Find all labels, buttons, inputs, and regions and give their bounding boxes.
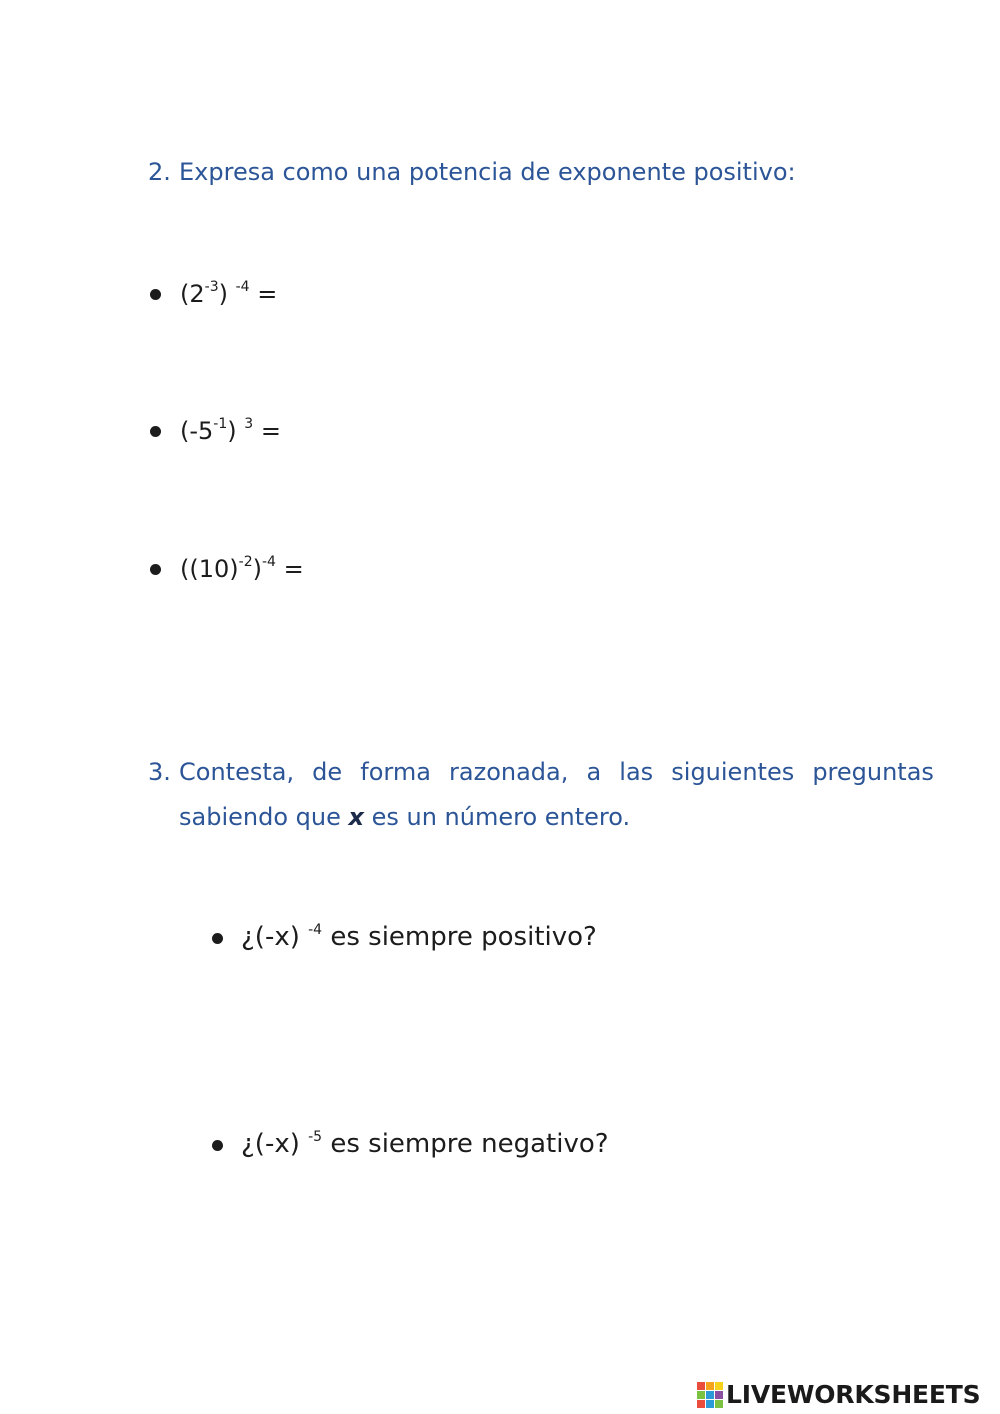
expr-close: ) (218, 280, 236, 308)
logo-square (706, 1382, 714, 1390)
expr-equals: = (275, 555, 304, 583)
question-3-heading (148, 758, 934, 786)
expr-equals: = (253, 417, 281, 445)
bullet-icon (150, 426, 161, 437)
expr-exponent: -4 (308, 922, 323, 938)
logo-square (715, 1400, 723, 1408)
logo-square (697, 1391, 705, 1399)
question-3-line-2: sabiendo que x es un número entero. (179, 803, 631, 831)
question-item-2: ¿(-x) $^{-5}$ es siempre negativo? (241, 1129, 609, 1159)
expr-inner-exponent: -2 (238, 554, 253, 570)
bullet-icon (150, 564, 161, 575)
expression-item-3 (180, 554, 304, 583)
question-2-text: Expresa como una potencia de exponente positivo: (179, 158, 796, 186)
expr-close: ) (252, 555, 262, 583)
expr-equals: = (249, 280, 278, 308)
expression-item-2 (180, 416, 281, 445)
logo-square (697, 1382, 705, 1390)
expression-item-1 (180, 279, 278, 308)
logo-square (715, 1391, 723, 1399)
bullet-icon (212, 1140, 223, 1151)
question-3-line-1: Contesta, de forma razonada, a las siguientes preguntas (179, 758, 934, 786)
expr-base: (2 (180, 280, 205, 308)
logo-square (715, 1382, 723, 1390)
question-2-number: 2. (148, 158, 171, 186)
expr-outer-exponent: -4 (235, 279, 250, 295)
question-item-1: ¿(-x) $^{-4}$ es siempre positivo? (241, 922, 597, 952)
variable-x: x (348, 803, 364, 831)
logo-square (706, 1400, 714, 1408)
question-2-heading (148, 158, 796, 186)
bullet-icon (150, 289, 161, 300)
logo-square (706, 1391, 714, 1399)
expr-inner-exponent: -3 (204, 279, 219, 295)
expr-base: (-5 (180, 417, 214, 445)
bullet-icon (212, 933, 223, 944)
expr-outer-exponent: -4 (261, 554, 276, 570)
logo-mark-icon (697, 1382, 723, 1408)
logo-text: LIVEWORKSHEETS (726, 1380, 981, 1409)
expr-inner-exponent: -1 (213, 416, 228, 432)
expr-close: ) (227, 417, 245, 445)
question-3-number: 3. (148, 758, 171, 786)
expr-exponent: -5 (308, 1129, 323, 1145)
expr-base: ((10) (180, 555, 239, 583)
liveworksheets-logo (697, 1380, 980, 1409)
logo-square (697, 1400, 705, 1408)
expr-outer-exponent: 3 (244, 416, 254, 432)
